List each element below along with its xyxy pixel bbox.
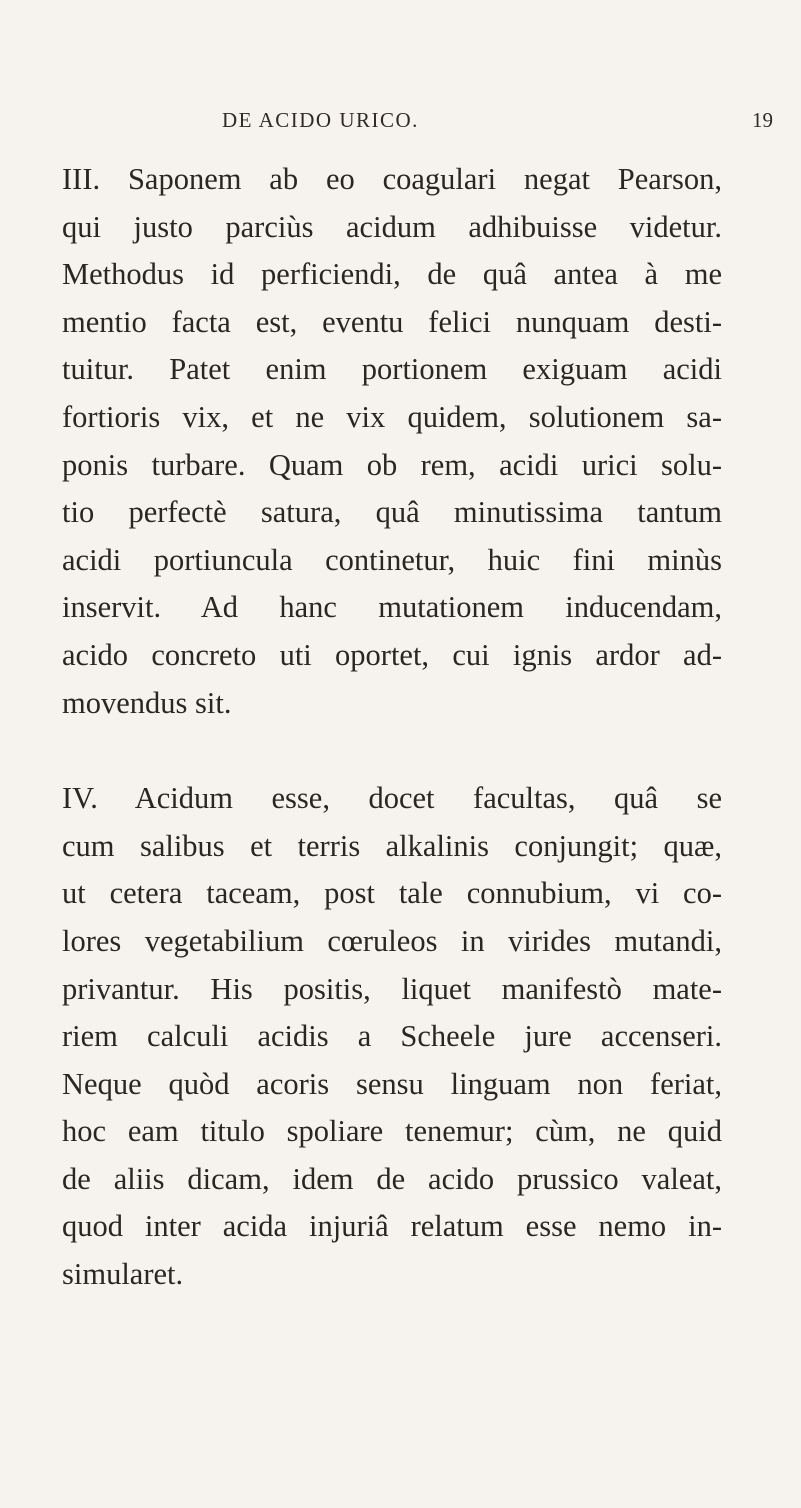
running-title: DE ACIDO URICO. [222,108,419,132]
text-line: lores vegetabilium cœruleos in virides mutandi, [62,923,722,958]
paragraph-iii [62,156,722,727]
text-line: acidi portiuncula continetur, huic fini minùs [62,542,722,577]
text-line: movendus sit. [62,685,232,720]
text-line: riem calculi acidis a Scheele jure accenseri. [62,1019,722,1054]
text-line: acido concreto uti oportet, cui ignis ardor ad- [62,637,722,672]
text-line: tio perfectè satura, quâ minutissima tantum [62,495,722,530]
text-line: simularet. [62,1257,184,1292]
text-line: inservit. Ad hanc mutationem inducendam, [62,590,722,625]
text-line: mentio facta est, eventu felici nunquam desti- [62,304,722,339]
text-line: III. Saponem ab eo coagulari negat Pearson, [62,162,722,196]
text-line: Neque quòd acoris sensu linguam non feriat, [62,1066,722,1101]
text-line: tuitur. Patet enim portionem exiguam acidi [62,352,722,387]
text-line: hoc eam titulo spoliare tenemur; cùm, ne quid [62,1114,722,1149]
text-line: Methodus id perficiendi, de quâ antea à me [62,257,722,292]
page-number: 19 [752,108,773,132]
text-line: privantur. His positis, liquet manifestò mate- [62,971,722,1006]
paragraph-spacer [62,727,722,775]
text-line: de aliis dicam, idem de acido prussico valeat, [62,1161,722,1196]
text-line: IV. Acidum esse, docet facultas, quâ se [62,781,722,816]
text-line: ponis turbare. Quam ob rem, acidi urici solu- [62,447,722,482]
running-head [0,108,801,138]
text-line: quod inter acida injuriâ relatum esse nemo in- [62,1209,722,1244]
body-text [62,156,722,1299]
text-line: cum salibus et terris alkalinis conjungit; quæ, [62,828,722,863]
text-line: qui justo parciùs acidum adhibuisse videtur. [62,209,722,244]
text-line: fortioris vix, et ne vix quidem, solutionem sa- [62,399,722,434]
text-line: ut cetera taceam, post tale connubium, vi co- [62,876,722,911]
paragraph-iv [62,775,722,1299]
